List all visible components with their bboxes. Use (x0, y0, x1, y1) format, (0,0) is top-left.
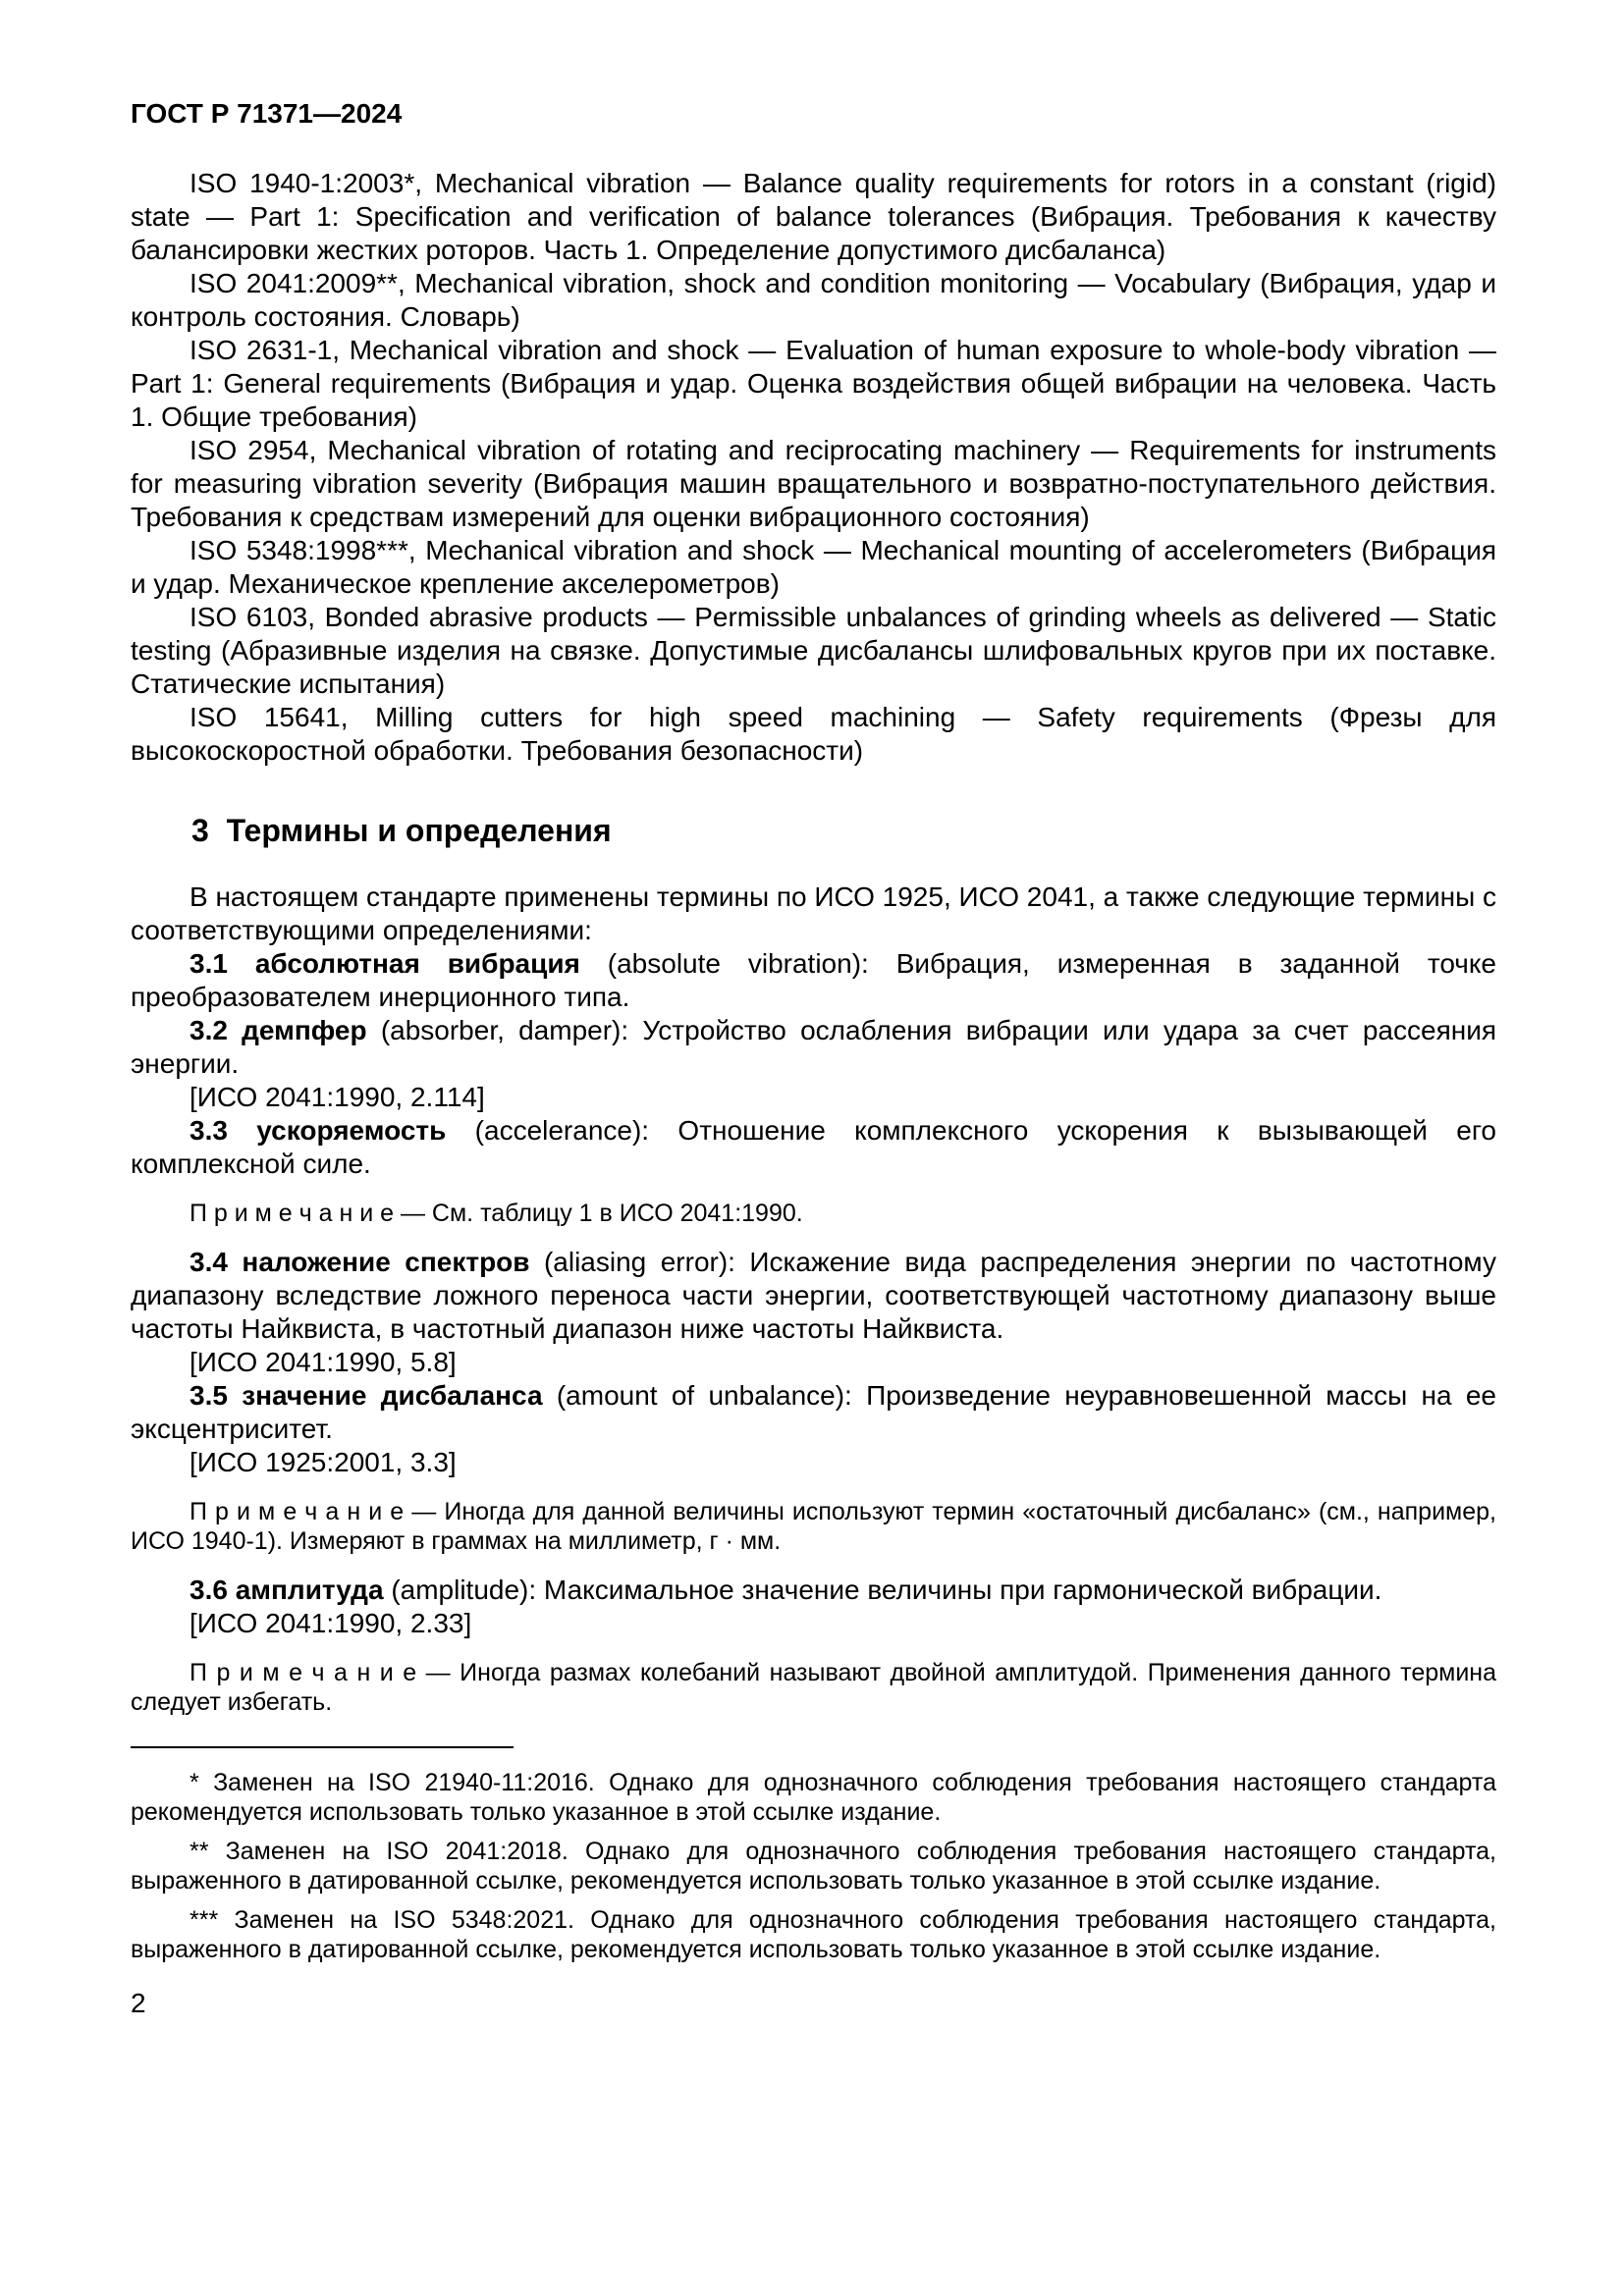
footnote: ** Заменен на ISO 2041:2018. Однако для однозначного соблюдения требования настоящего стандарта, выраженного в датированной ссылке, рекомендуется использовать только указанное в этой ссылке издание. (131, 1838, 1496, 1895)
footnote: *** Заменен на ISO 5348:2021. Однако для однозначного соблюдения требования настоящего стандарта, выраженного в датированной ссылке, рекомендуется использовать только указанное в этой ссылке издание. (131, 1906, 1496, 1963)
paragraph (131, 434, 1496, 534)
paragraph (131, 167, 1496, 267)
text-run: В настоящем стандарте применены термины по ИСО 1925, ИСО 2041, а также следующие термины с соответствующими определениями: (131, 881, 1496, 945)
paragraph (131, 334, 1496, 434)
text-run: 3.6 амплитуда (189, 1575, 392, 1605)
text-run: ISO 15641, Milling cutters for high speed machining — Safety requirements (Фрезы для высокоскоростной обработки. Требования безопасности) (131, 702, 1496, 766)
footnote-section (131, 1746, 1496, 1964)
text-run: (accelerance): Отношение комплексного ускорения к вызывающей его комплексной силе. (131, 1115, 1496, 1179)
text-run: (amount of unbalance): Произведение неуравновешенной массы на ее эксцентриситет. (131, 1380, 1496, 1444)
note-paragraph (131, 1658, 1496, 1717)
text-run: (absorber, damper): Устройство ослабления вибрации или удара за счет рассеяния энергии. (131, 1015, 1496, 1079)
text-run: ISO 2954, Mechanical vibration of rotating and reciprocating machinery — Requirements for instruments for measuring vibration severity (Вибрация машин вращательного и возвратно-поступательного действия. Требования к средствам измерений для оценки вибрационного состояния) (131, 435, 1496, 532)
footnotes-list (131, 1768, 1496, 1964)
footnote: * Заменен на ISO 21940-11:2016. Однако для однозначного соблюдения требования настоящего стандарта рекомендуется использовать только указанное в этой ссылке издание. (131, 1769, 1496, 1826)
text-run: П р и м е ч а н и е — Иногда для данной величины используют термин «остаточный дисбаланс» (см., например, ИСО 1940-1). Измеряют в граммах на миллиметр, г · мм. (131, 1498, 1496, 1555)
section-heading (131, 813, 1496, 849)
text-run: 3 Термины и определения (191, 813, 612, 848)
text-run: ISO 2041:2009**, Mechanical vibration, shock and condition monitoring — Vocabulary (Вибрация, удар и контроль состояния. Словарь) (131, 268, 1496, 332)
paragraph (131, 881, 1496, 947)
text-run: (absolute vibration): Вибрация, измеренная в заданной точке преобразователем инерционного типа. (131, 948, 1497, 1012)
paragraph (131, 1081, 1496, 1114)
text-run: П р и м е ч а н и е — Иногда размах колебаний называют двойной амплитудой. Применения данного термина следует избегать. (131, 1659, 1496, 1716)
text-run: [ИСО 2041:1990, 5.8] (189, 1347, 457, 1377)
text-run: ISO 2631-1, Mechanical vibration and shock — Evaluation of human exposure to whole-body vibration — Part 1: General requirements (Вибрация и удар. Оценка воздействия общей вибрации на человека. Часть 1. Общие требования) (131, 335, 1496, 432)
paragraph (131, 1446, 1496, 1479)
paragraph (131, 1574, 1496, 1607)
text-run: 3.1 абсолютная вибрация (189, 948, 608, 979)
document-blocks (131, 167, 1496, 1717)
text-run: [ИСО 1925:2001, 3.3] (189, 1447, 457, 1477)
paragraph (131, 534, 1496, 601)
text-run: ISO 1940-1:2003*, Mechanical vibration — Balance quality requirements for rotors in a constant (rigid) state — Part 1: Specification and verification of balance tolerances (Вибрация. Требования к качеству балансировки жестких роторов. Часть 1. Определение допустимого дисбаланса) (131, 168, 1496, 265)
text-run: 3.5 значение дисбаланса (189, 1380, 557, 1411)
running-header: ГОСТ Р 71371—2024 (131, 98, 403, 129)
paragraph (131, 701, 1496, 768)
paragraph (131, 1346, 1496, 1379)
text-run: ISO 5348:1998***, Mechanical vibration and shock — Mechanical mounting of accelerometers (Вибрация и удар. Механическое крепление акселерометров) (131, 535, 1496, 599)
footnote-separator (131, 1746, 514, 1748)
text-run: [ИСО 2041:1990, 2.33] (189, 1608, 472, 1638)
note-paragraph (131, 1199, 1496, 1228)
text-run: 3.3 ускоряемость (189, 1115, 475, 1146)
paragraph (131, 1607, 1496, 1640)
paragraph (131, 1114, 1496, 1181)
note-paragraph (131, 1497, 1496, 1556)
text-run: (amplitude): Максимальное значение величины при гармонической вибрации. (391, 1575, 1382, 1605)
paragraph (131, 267, 1496, 334)
text-run: (aliasing error): Искажение вида распределения энергии по частотному диапазону вследствие ложного переноса части энергии, соответствующей частотному диапазону выше частоты Найквиста, в частотный диапазон ниже частоты Найквиста. (131, 1247, 1496, 1344)
text-run: 3.4 наложение спектров (189, 1247, 544, 1277)
paragraph (131, 1014, 1496, 1081)
paragraph (131, 1379, 1496, 1446)
paragraph (131, 947, 1496, 1014)
text-run: [ИСО 2041:1990, 2.114] (189, 1082, 485, 1112)
text-run: 3.2 демпфер (189, 1015, 381, 1045)
page-number: 2 (131, 1988, 146, 2018)
text-run: П р и м е ч а н и е — См. таблицу 1 в ИСО 2041:1990. (189, 1200, 803, 1227)
text-run: ISO 6103, Bonded abrasive products — Permissible unbalances of grinding wheels as delivered — Static testing (Абразивные изделия на связке. Допустимые дисбалансы шлифовальных кругов при их поставке. Статические испытания) (131, 602, 1496, 699)
paragraph (131, 1246, 1496, 1346)
paragraph (131, 601, 1496, 701)
